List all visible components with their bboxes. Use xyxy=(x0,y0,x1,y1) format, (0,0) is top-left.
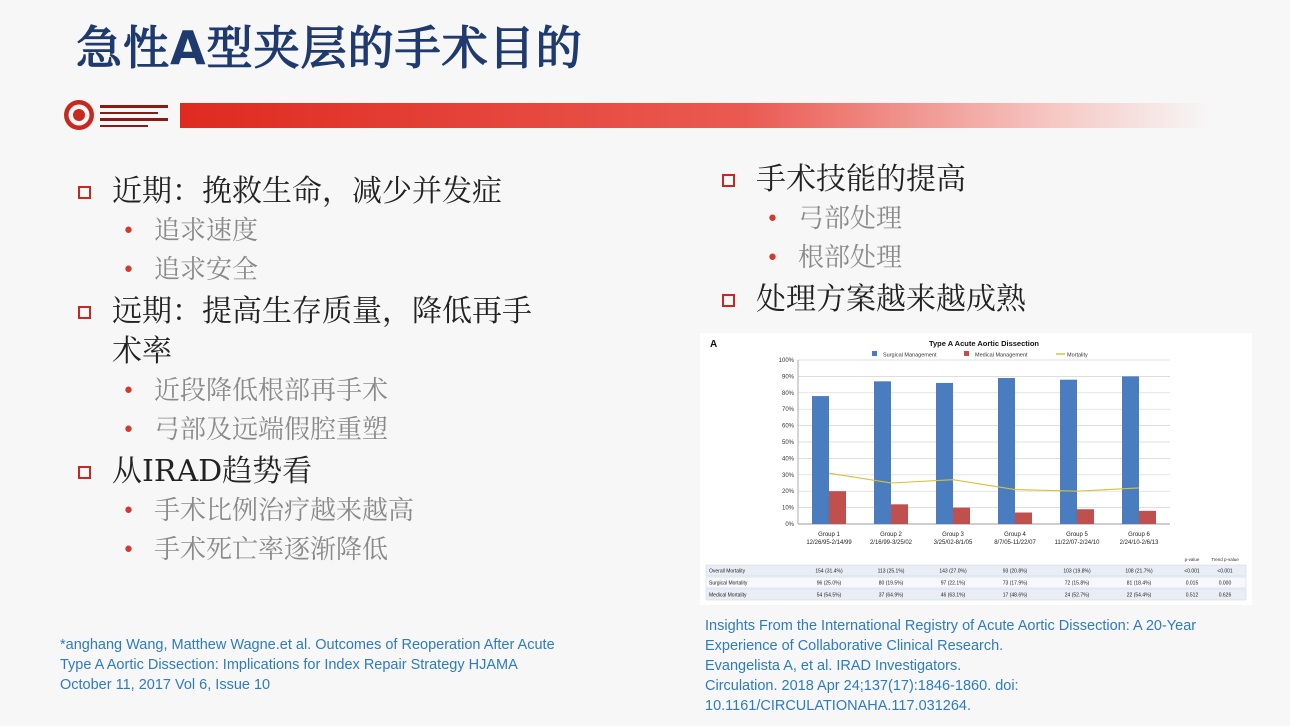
bar-surgical xyxy=(1122,376,1139,524)
dot-bullet-icon: • xyxy=(122,538,135,563)
sub-bullet-text: 弓部及远端假腔重塑 xyxy=(154,415,389,445)
table-cell: 154 (31.4%) xyxy=(815,568,843,575)
table-cell: 113 (25.1%) xyxy=(877,568,905,575)
sub-bullet-text: 弓部处理 xyxy=(798,204,903,234)
bullet-text: 处理方案越来越成熟 xyxy=(756,282,1026,317)
dot-bullet-icon: • xyxy=(766,246,779,271)
panel-label: A xyxy=(710,339,718,350)
right-bullet-list xyxy=(720,160,1260,320)
table-header: Trend p-value xyxy=(1211,557,1239,562)
bar-medical xyxy=(829,491,846,524)
y-tick-label: 80% xyxy=(781,390,794,397)
legend-swatch xyxy=(872,351,877,356)
table-cell: 0.512 xyxy=(1185,592,1199,599)
x-tick-date: 12/26/95-2/14/99 xyxy=(806,540,852,546)
legend-swatch xyxy=(964,351,969,356)
table-row xyxy=(706,589,1246,600)
sub-bullet xyxy=(720,200,1260,239)
bullet-treatment-plan xyxy=(720,280,1260,320)
reference-line: Experience of Collaborative Clinical Research. xyxy=(705,638,1004,654)
sub-bullet-text: 追求速度 xyxy=(154,216,259,246)
sub-bullet xyxy=(76,411,636,450)
sub-bullet-text: 近段降低根部再手术 xyxy=(154,376,389,406)
reference-line: Circulation. 2018 Apr 24;137(17):1846-1860. doi: xyxy=(705,678,1019,694)
y-tick-label: 0% xyxy=(785,522,794,528)
bar-surgical xyxy=(812,396,829,524)
legend-entry: Surgical Management xyxy=(883,352,937,359)
table-cell: 0.015 xyxy=(1185,580,1199,587)
bar-medical xyxy=(1139,511,1156,524)
sub-bullet xyxy=(76,531,636,570)
y-tick-label: 40% xyxy=(781,456,794,463)
slide-title: 急性A型夹层的手术目的 xyxy=(76,21,583,75)
square-bullet-icon xyxy=(78,306,91,319)
x-tick-label: Group 4 xyxy=(1004,532,1026,538)
chart-title: Type A Acute Aortic Dissection xyxy=(928,339,1040,348)
y-tick-label: 50% xyxy=(781,440,794,446)
dot-bullet-icon: • xyxy=(122,258,135,283)
reference-line: *anghang Wang, Matthew Wagne.et al. Outcomes of Reoperation After Acute xyxy=(60,637,555,653)
sub-bullet-text: 手术死亡率逐渐降低 xyxy=(154,535,389,565)
table-row-label: Overall Mortality xyxy=(709,568,746,575)
y-tick-label: 70% xyxy=(781,407,794,414)
table-cell: 0.626 xyxy=(1218,592,1232,599)
table-cell: 0.000 xyxy=(1218,580,1232,587)
x-tick-date: 11/22/07-2/24/10 xyxy=(1054,540,1100,546)
bullet-near-term xyxy=(76,172,636,212)
sub-bullet xyxy=(76,492,636,531)
sub-bullet xyxy=(720,239,1260,278)
sub-bullet-text: 追求安全 xyxy=(154,255,259,285)
table-cell: 103 (19.8%) xyxy=(1063,568,1091,575)
bullet-text: 近期：挽救生命，减少并发症 xyxy=(112,174,502,209)
x-tick-date: 8/7/05-11/22/07 xyxy=(994,540,1036,546)
table-cell: 93 (20.8%) xyxy=(1002,568,1028,575)
square-bullet-icon xyxy=(78,186,91,199)
x-tick-label: Group 3 xyxy=(942,532,964,538)
sub-bullet-text: 根部处理 xyxy=(798,243,903,273)
table-header: p-value xyxy=(1184,557,1200,562)
sub-bullet xyxy=(76,372,636,411)
y-tick-label: 60% xyxy=(781,423,794,430)
table-cell: 17 (48.6%) xyxy=(1002,592,1028,599)
bar-medical xyxy=(953,508,970,524)
reference-line: Type A Aortic Dissection: Implications for Index Repair Strategy HJAMA xyxy=(60,657,518,673)
x-tick-label: Group 5 xyxy=(1066,532,1088,538)
table-cell: 80 (19.5%) xyxy=(878,580,904,587)
reference-line: 10.1161/CIRCULATIONAHA.117.031264. xyxy=(705,698,971,714)
bar-surgical xyxy=(998,378,1015,524)
table-cell: 73 (17.9%) xyxy=(1002,580,1028,587)
bar-medical xyxy=(891,504,908,524)
bullet-text-continued: 术率 xyxy=(112,334,172,369)
table-cell: <0.001 xyxy=(1217,568,1233,575)
legend-entry: Medical Management xyxy=(975,352,1028,359)
square-bullet-icon xyxy=(722,294,735,307)
x-tick-date: 2/24/10-2/6/13 xyxy=(1119,540,1159,546)
sub-bullet-text: 手术比例治疗越来越高 xyxy=(154,496,415,526)
table-cell: 46 (63.1%) xyxy=(940,592,966,599)
table-cell: 108 (21.7%) xyxy=(1125,568,1153,575)
x-tick-label: Group 6 xyxy=(1128,532,1150,538)
left-bullet-list xyxy=(76,172,636,570)
y-tick-label: 20% xyxy=(781,489,794,496)
y-tick-label: 10% xyxy=(781,505,794,512)
header-divider-bar xyxy=(180,103,1210,128)
bar-medical xyxy=(1015,513,1032,524)
table-cell: <0.001 xyxy=(1184,568,1200,575)
reference-left xyxy=(60,635,660,695)
sub-bullet xyxy=(76,212,636,251)
y-tick-label: 30% xyxy=(781,472,794,479)
table-cell: 72 (15.8%) xyxy=(1064,580,1090,587)
bullet-text: 手术技能的提高 xyxy=(756,162,966,197)
x-tick-label: Group 2 xyxy=(880,532,902,538)
x-tick-date: 2/16/99-3/25/02 xyxy=(869,540,913,546)
bar-surgical xyxy=(1060,380,1077,524)
bullet-surgical-skill xyxy=(720,160,1260,200)
table-cell: 96 (25.0%) xyxy=(816,580,842,587)
table-cell: 97 (22.1%) xyxy=(940,580,966,587)
table-row-label: Surgical Mortality xyxy=(709,580,748,587)
table-row xyxy=(706,565,1246,576)
x-tick-label: Group 1 xyxy=(818,532,840,538)
dot-bullet-icon: • xyxy=(766,207,779,232)
bullet-text: 远期：提高生存质量，降低再手 xyxy=(112,294,532,329)
table-cell: 22 (54.4%) xyxy=(1126,592,1152,599)
legend-entry: Mortality xyxy=(1067,352,1088,359)
irad-chart-svg xyxy=(700,333,1252,605)
table-row-label: Medical Mortality xyxy=(709,592,747,599)
table-cell: 37 (64.9%) xyxy=(878,592,904,599)
x-tick-date: 3/25/02-8/1/05 xyxy=(933,540,973,546)
reference-line: Evangelista A, et al. IRAD Investigators. xyxy=(705,658,962,674)
table-row xyxy=(706,577,1246,588)
dot-bullet-icon: • xyxy=(122,379,135,404)
irad-chart xyxy=(700,333,1252,605)
square-bullet-icon xyxy=(78,466,91,479)
reference-right xyxy=(705,616,1280,716)
bar-surgical xyxy=(874,381,891,524)
table-cell: 54 (54.5%) xyxy=(816,592,842,599)
reference-line: October 11, 2017 Vol 6, Issue 10 xyxy=(60,677,271,693)
bullet-long-term xyxy=(76,292,636,372)
bullet-irad-trend xyxy=(76,452,636,492)
dot-bullet-icon: • xyxy=(122,219,135,244)
table-cell: 24 (52.7%) xyxy=(1064,592,1090,599)
table-cell: 143 (27.0%) xyxy=(939,568,967,575)
dot-bullet-icon: • xyxy=(122,499,135,524)
bar-medical xyxy=(1077,509,1094,524)
hospital-logo xyxy=(62,98,172,132)
y-tick-label: 100% xyxy=(778,358,794,364)
sub-bullet xyxy=(76,251,636,290)
table-cell: 81 (18.4%) xyxy=(1126,580,1152,587)
y-tick-label: 90% xyxy=(781,374,794,381)
reference-line: Insights From the International Registry of Acute Aortic Dissection: A 20-Year xyxy=(705,618,1197,634)
dot-bullet-icon: • xyxy=(122,418,135,443)
bullet-text: 从IRAD趋势看 xyxy=(112,454,313,489)
square-bullet-icon xyxy=(722,174,735,187)
bar-surgical xyxy=(936,383,953,524)
